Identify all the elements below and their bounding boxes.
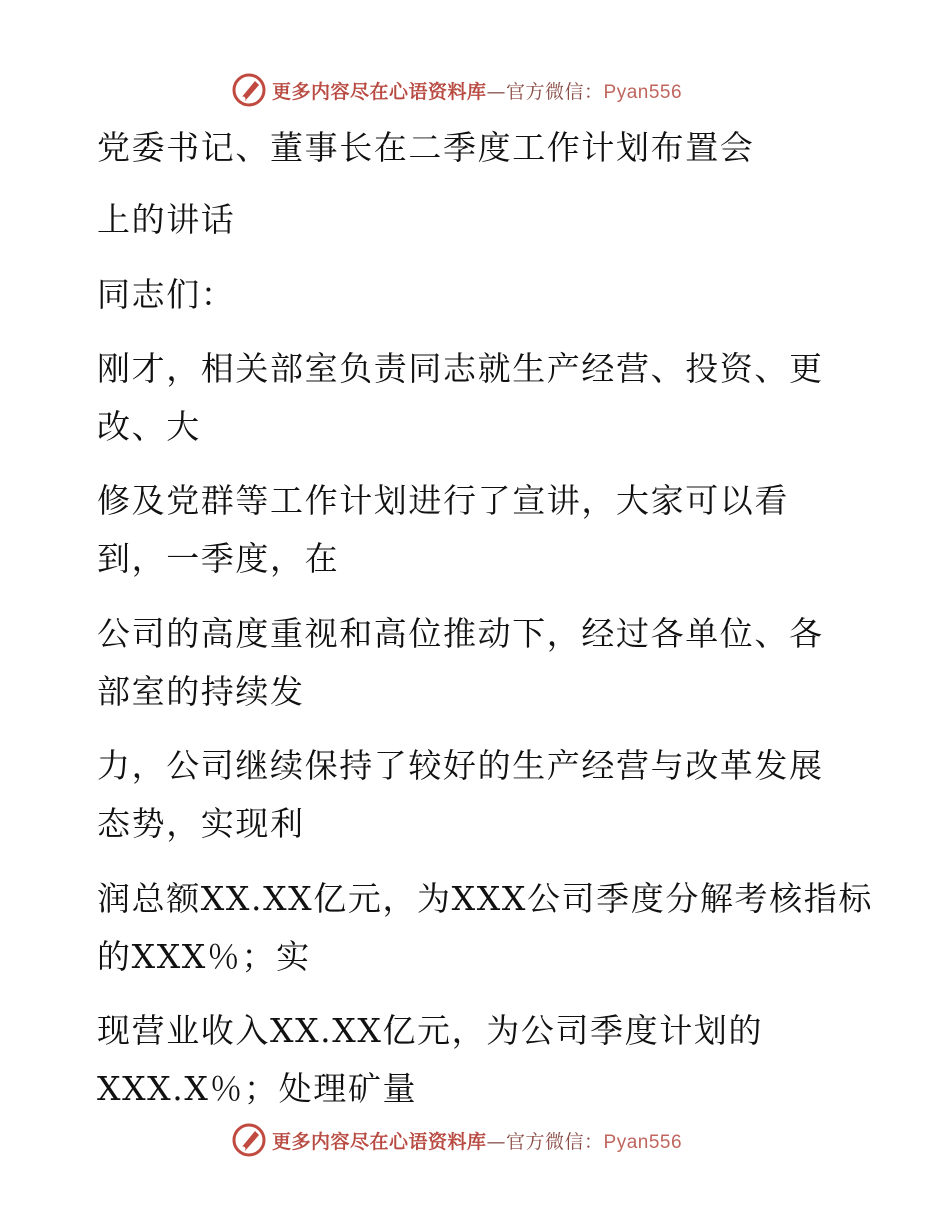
body-line: 态势，实现利	[97, 804, 305, 843]
salutation-line: 同志们：	[97, 275, 236, 314]
header-watermark	[232, 70, 682, 110]
body-line: 润总额XX.XX亿元，为XXX公司季度分解考核指标	[97, 879, 873, 918]
body-line: 改、大	[97, 407, 201, 446]
footer-watermark	[232, 1120, 682, 1160]
body-line: 的XXX％；实	[97, 937, 311, 976]
title-line-1: 党委书记、董事长在二季度工作计划布置会	[97, 128, 755, 167]
watermark-text: 更多内容尽在心语资料库—官方微信：Pyan556	[272, 1130, 683, 1153]
watermark-text: 更多内容尽在心语资料库—官方微信：Pyan556	[272, 80, 683, 103]
body-line: 力，公司继续保持了较好的生产经营与改革发展	[97, 746, 824, 785]
body-line: 到，一季度，在	[97, 539, 340, 578]
body-line: 现营业收入XX.XX亿元，为公司季度计划的	[97, 1011, 764, 1050]
title-line-2: 上的讲话	[97, 200, 236, 239]
pen-logo-icon	[232, 1123, 266, 1157]
body-line: 部室的持续发	[97, 672, 305, 711]
body-line: 公司的高度重视和高位推动下，经过各单位、各	[97, 614, 824, 653]
body-line: 修及党群等工作计划进行了宣讲，大家可以看	[97, 481, 789, 520]
body-line: 刚才，相关部室负责同志就生产经营、投资、更	[97, 349, 824, 388]
body-line: XXX.X％；处理矿量	[97, 1069, 418, 1108]
pen-logo-icon	[232, 73, 266, 107]
